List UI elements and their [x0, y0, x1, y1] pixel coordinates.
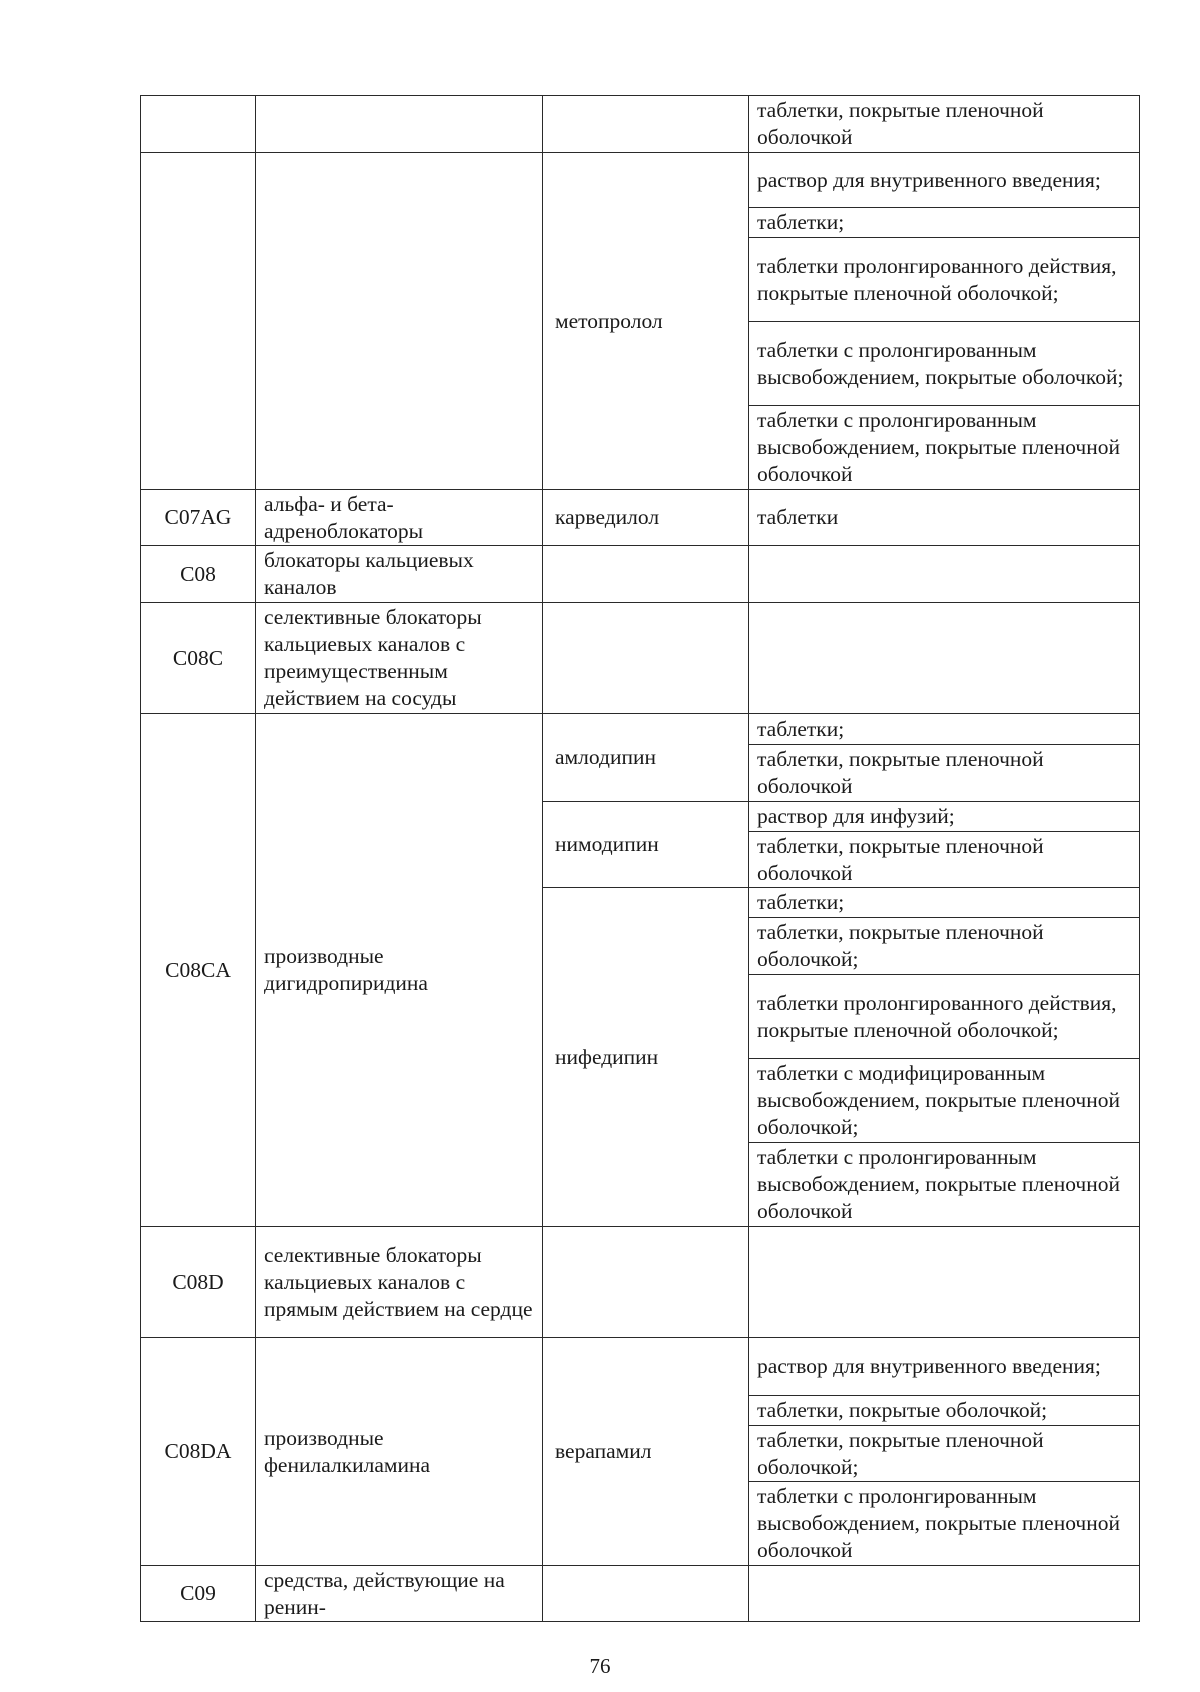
dosage-form-cell: таблетки пролонгированного действия, покрытые пленочной оболочкой; — [749, 238, 1140, 322]
dosage-form-cell: таблетки с пролонгированным высвобождением, покрытые пленочной оболочкой — [749, 1143, 1140, 1227]
atc-code-cell: C08CA — [141, 714, 256, 1227]
group-cell: производные дигидропиридина — [256, 714, 543, 1227]
dosage-form-cell: таблетки, покрытые пленочной оболочкой; — [749, 1426, 1140, 1482]
dosage-form-cell: таблетки с пролонгированным высвобождением, покрытые пленочной оболочкой — [749, 406, 1140, 490]
atc-code-cell: C08DA — [141, 1338, 256, 1566]
dosage-form-cell: таблетки с пролонгированным высвобождением, покрытые оболочкой; — [749, 322, 1140, 406]
group-cell — [256, 96, 543, 153]
atc-code-cell: C07AG — [141, 490, 256, 546]
inn-cell — [543, 1227, 749, 1338]
table-row — [141, 714, 1140, 745]
dosage-form-cell — [749, 1566, 1140, 1622]
dosage-form-cell: раствор для инфузий; — [749, 802, 1140, 832]
inn-cell — [543, 1566, 749, 1622]
inn-cell: амлодипин — [543, 714, 749, 802]
dosage-form-cell: таблетки, покрытые пленочной оболочкой — [749, 745, 1140, 802]
dosage-form-cell: таблетки с пролонгированным высвобождением, покрытые пленочной оболочкой — [749, 1482, 1140, 1566]
group-cell — [256, 153, 543, 490]
dosage-form-cell: таблетки; — [749, 888, 1140, 918]
dosage-form-cell: таблетки пролонгированного действия, покрытые пленочной оболочкой; — [749, 975, 1140, 1059]
inn-cell: метопролол — [543, 153, 749, 490]
inn-cell: верапамил — [543, 1338, 749, 1566]
group-cell: производные фенилалкиламина — [256, 1338, 543, 1566]
atc-code-cell: C08C — [141, 603, 256, 714]
dosage-form-cell: таблетки, покрытые оболочкой; — [749, 1396, 1140, 1426]
table-row — [141, 1227, 1140, 1338]
dosage-form-cell: таблетки; — [749, 208, 1140, 238]
inn-cell: нимодипин — [543, 802, 749, 888]
atc-code-cell: C08 — [141, 546, 256, 603]
group-cell: альфа- и бета-адреноблокаторы — [256, 490, 543, 546]
atc-code-cell: C08D — [141, 1227, 256, 1338]
dosage-form-cell: раствор для внутривенного введения; — [749, 153, 1140, 208]
inn-cell: карведилол — [543, 490, 749, 546]
dosage-form-cell: таблетки, покрытые пленочной оболочкой; — [749, 918, 1140, 975]
table-row — [141, 96, 1140, 153]
group-cell: селективные блокаторы кальциевых каналов с прямым действием на сердце — [256, 1227, 543, 1338]
table-row — [141, 1566, 1140, 1622]
dosage-form-cell: таблетки; — [749, 714, 1140, 745]
inn-cell — [543, 546, 749, 603]
table-row — [141, 1338, 1140, 1396]
inn-cell — [543, 96, 749, 153]
dosage-form-cell: раствор для внутривенного введения; — [749, 1338, 1140, 1396]
dosage-form-cell: таблетки, покрытые пленочной оболочкой — [749, 96, 1140, 153]
table-row — [141, 546, 1140, 603]
dosage-form-cell — [749, 1227, 1140, 1338]
table-row — [141, 603, 1140, 714]
dosage-form-cell — [749, 603, 1140, 714]
inn-cell: нифедипин — [543, 888, 749, 1227]
dosage-form-cell: таблетки с модифицированным высвобождением, покрытые пленочной оболочкой; — [749, 1059, 1140, 1143]
group-cell: селективные блокаторы кальциевых каналов с преимущественным действием на сосуды — [256, 603, 543, 714]
dosage-form-cell: таблетки, покрытые пленочной оболочкой — [749, 832, 1140, 888]
atc-drug-table — [140, 95, 1140, 1622]
group-cell: средства, действующие на ренин- — [256, 1566, 543, 1622]
atc-code-cell: C09 — [141, 1566, 256, 1622]
dosage-form-cell: таблетки — [749, 490, 1140, 546]
page-number: 76 — [589, 1654, 611, 1678]
group-cell: блокаторы кальциевых каналов — [256, 546, 543, 603]
atc-code-cell — [141, 153, 256, 490]
dosage-form-cell — [749, 546, 1140, 603]
table-row — [141, 490, 1140, 546]
atc-code-cell — [141, 96, 256, 153]
table-row — [141, 153, 1140, 208]
inn-cell — [543, 603, 749, 714]
